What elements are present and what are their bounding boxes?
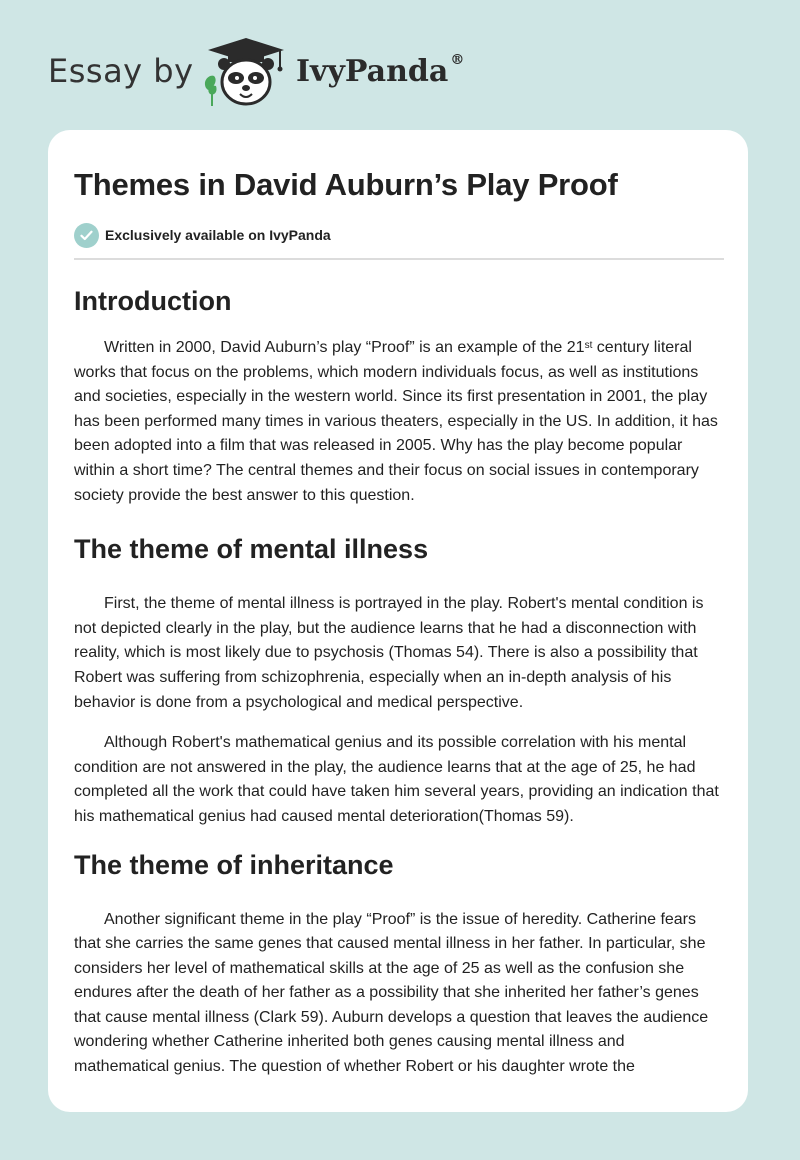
site-header xyxy=(0,0,800,130)
brand-name[interactable] xyxy=(296,52,465,89)
paragraph: Although Robert's mathematical genius and its possible correlation with his mental condition are not answered in the play, the audience learns that at the age of 25, he had completed all the work that could have taken him several years, providing an indication that his mathematical genius had caused mental deterioration(Thomas 59). xyxy=(74,734,719,825)
paragraph xyxy=(74,336,724,508)
registered-mark: ® xyxy=(450,52,465,68)
paragraph-text: century literal works that focus on the problems, which modern individuals focus, as well as institutions and societies, especially in the western world. Since its first presentation in 2001, the play has been performed many times in various theaters, especially in the US. In addition, it has been adopted into a film that was released in 2005. Why has the play become popular within a short time? The central themes and their focus on social issues in contemporary society provide the best answer to this question. xyxy=(74,339,718,504)
section-heading-mental-illness: The theme of mental illness xyxy=(74,534,429,565)
article-card xyxy=(48,130,748,1112)
paragraph: First, the theme of mental illness is portrayed in the play. Robert's mental condition is not depicted clearly in the play, but the audience learns that he had a disconnection with reality, which is most likely due to psychosis (Thomas 54). There is also a possibility that Robert was suffering from schizophrenia, especially when an in-depth analysis of his behavior is done from a psychological and medical perspective. xyxy=(74,595,704,711)
exclusive-label: Exclusively available on IvyPanda xyxy=(105,227,331,243)
exclusive-notice xyxy=(74,222,724,248)
panda-logo-icon[interactable] xyxy=(200,36,292,110)
paragraph: Another significant theme in the play “Proof” is the issue of heredity. Catherine fears that she carries the same genes that caused mental illness in her father. In particular, she considers her level of mathematical skills at the age of 25 as well as the confusion she endures after the death of her father as a possibility that she inherited her father’s genes that cause mental illness (Clark 59). Auburn develops a question that leaves the audience wondering whether Catherine inherited both genes causing mental illness and mathematical genius. The question of whether Robert or his daughter wrote the xyxy=(74,910,709,1076)
check-icon xyxy=(74,223,99,248)
brand-name-text: IvyPanda xyxy=(296,54,449,89)
section-heading-introduction: Introduction xyxy=(74,286,232,316)
divider xyxy=(74,258,724,260)
section-heading-inheritance: The theme of inheritance xyxy=(74,849,394,880)
article-content xyxy=(74,130,724,1080)
ordinal-suffix: st xyxy=(584,340,593,351)
paragraph-text: Written in 2000, David Auburn’s play “Proof” is an example of the 21 xyxy=(104,339,585,356)
brand-prefix: Essay by xyxy=(48,52,194,90)
article-title: Themes in David Auburn’s Play Proof xyxy=(74,167,618,202)
